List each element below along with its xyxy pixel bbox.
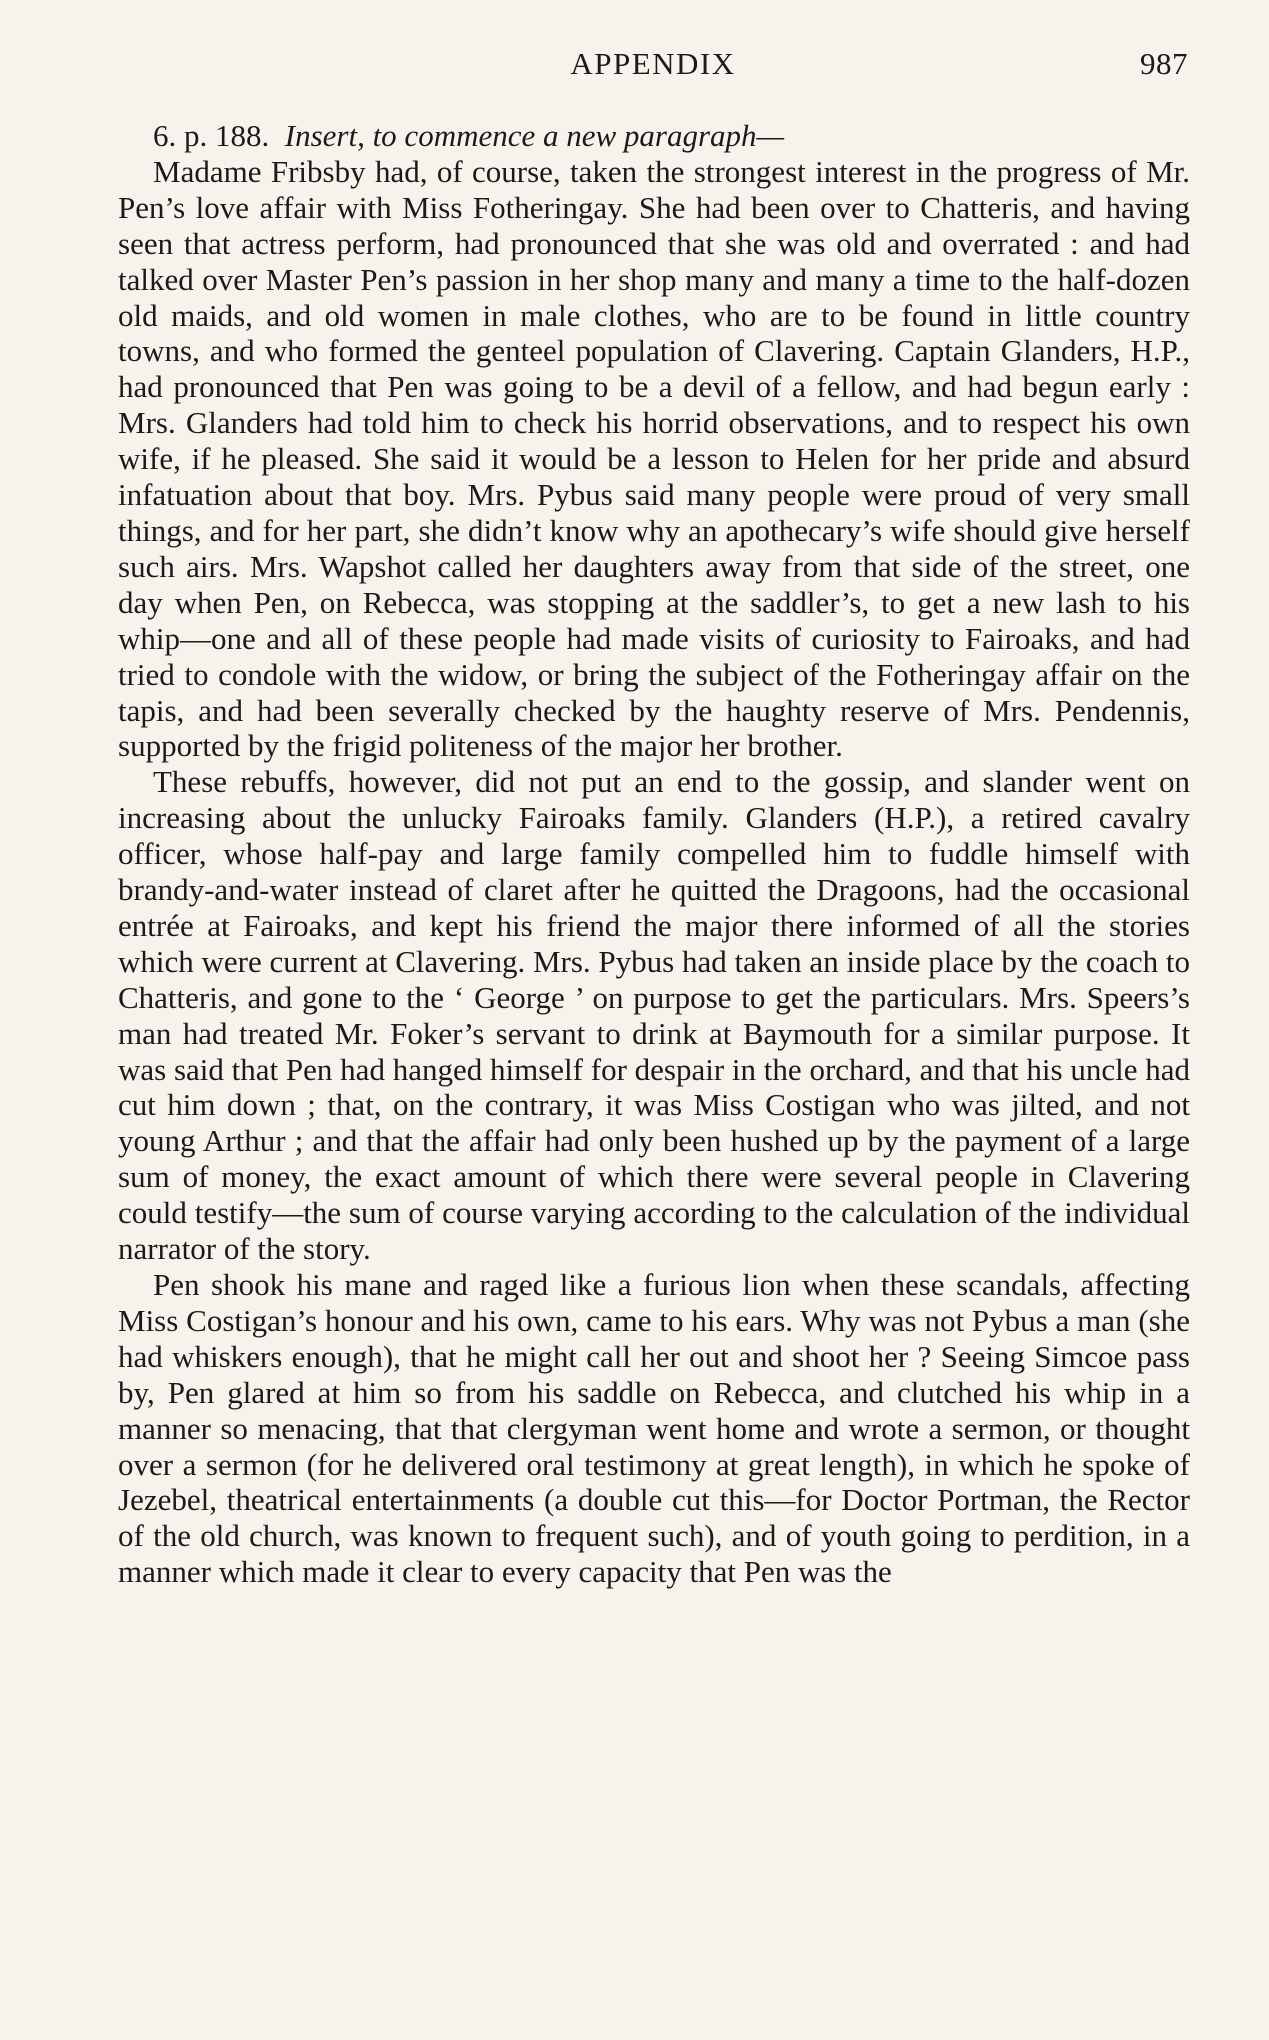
- paragraph-rebuffs: These rebuffs, however, did not put an end to the gossip, and slander went on increasing about the unlucky Fairoaks family. Glanders (H.P.), a retired cavalry officer, whose half-pay and large family compelled him to fuddle himself with brandy-and-water instead of claret after he quitted the Dragoons, had the occasional entrée at Fairoaks, and kept his friend the major there informed of all the stories which were current at Clavering. Mrs. Pybus had taken an inside place by the coach to Chatteris, and gone to the ‘ George ’ on purpose to get the particulars. Mrs. Speers’s man had treated Mr. Foker’s servant to drink at Baymouth for a similar purpose. It was said that Pen had hanged himself for despair in the orchard, and that his uncle had cut him down ; that, on the contrary, it was Miss Costigan who was jilted, and not young Arthur ; and that the affair had only been hushed up by the payment of a large sum of money, the exact amount of which there were several people in Clavering could testify—the sum of course varying according to the calculation of the individual narrator of the story.: [118, 764, 1190, 1267]
- note-reference: 6. p. 188.: [153, 118, 270, 153]
- page-number: 987: [1140, 46, 1188, 81]
- paragraph-fribsby: Madame Fribsby had, of course, taken the strongest interest in the progress of Mr. Pen’s love affair with Miss Fotheringay. She had been over to Chatteris, and having seen that actress perform, had pronounced that she was old and overrated : and had talked over Master Pen’s passion in her shop many and many a time to the half-dozen old maids, and old women in male clothes, who are to be found in little country towns, and who formed the genteel population of Clavering. Captain Glanders, H.P., had pronounced that Pen was going to be a devil of a fellow, and had begun early : Mrs. Glanders had told him to check his horrid observations, and to respect his own wife, if he pleased. She said it would be a lesson to Helen for her pride and absurd infatuation about that boy. Mrs. Pybus said many people were proud of very small things, and for her part, she didn’t know why an apothecary’s wife should give herself such airs. Mrs. Wapshot called her daughters away from that side of the street, one day when Pen, on Rebecca, was stopping at the saddler’s, to get a new lash to his whip—one and all of these people had made visits of curiosity to Fairoaks, and had tried to condole with the widow, or bring the subject of the Fotheringay affair on the tapis, and had been severally checked by the haughty reserve of Mrs. Pendennis, supported by the frigid politeness of the major her brother.: [118, 153, 1190, 764]
- running-head-title: APPENDIX: [570, 46, 736, 81]
- paragraph-pen-rage: Pen shook his mane and raged like a furious lion when these scandals, affecting Miss Costigan’s honour and his own, came to his ears. Why was not Pybus a man (she had whiskers enough), that he might call her out and shoot her ? Seeing Simcoe pass by, Pen glared at him so from his saddle on Rebecca, and clutched his whip in a manner so menacing, that that clergyman went home and wrote a sermon, or thought over a sermon (for he delivered oral testimony at great length), in which he spoke of Jezebel, theatrical entertainments (a double cut this—for Doctor Portman, the Rector of the old church, was known to frequent such), and of youth going to perdition, in a manner which made it clear to every capacity that Pen was the: [118, 1267, 1190, 1590]
- running-head: [118, 42, 1188, 86]
- note-instruction: Insert, to commence a new paragraph—: [284, 118, 785, 153]
- note-heading: [118, 118, 1190, 154]
- body-text: [118, 118, 1190, 1590]
